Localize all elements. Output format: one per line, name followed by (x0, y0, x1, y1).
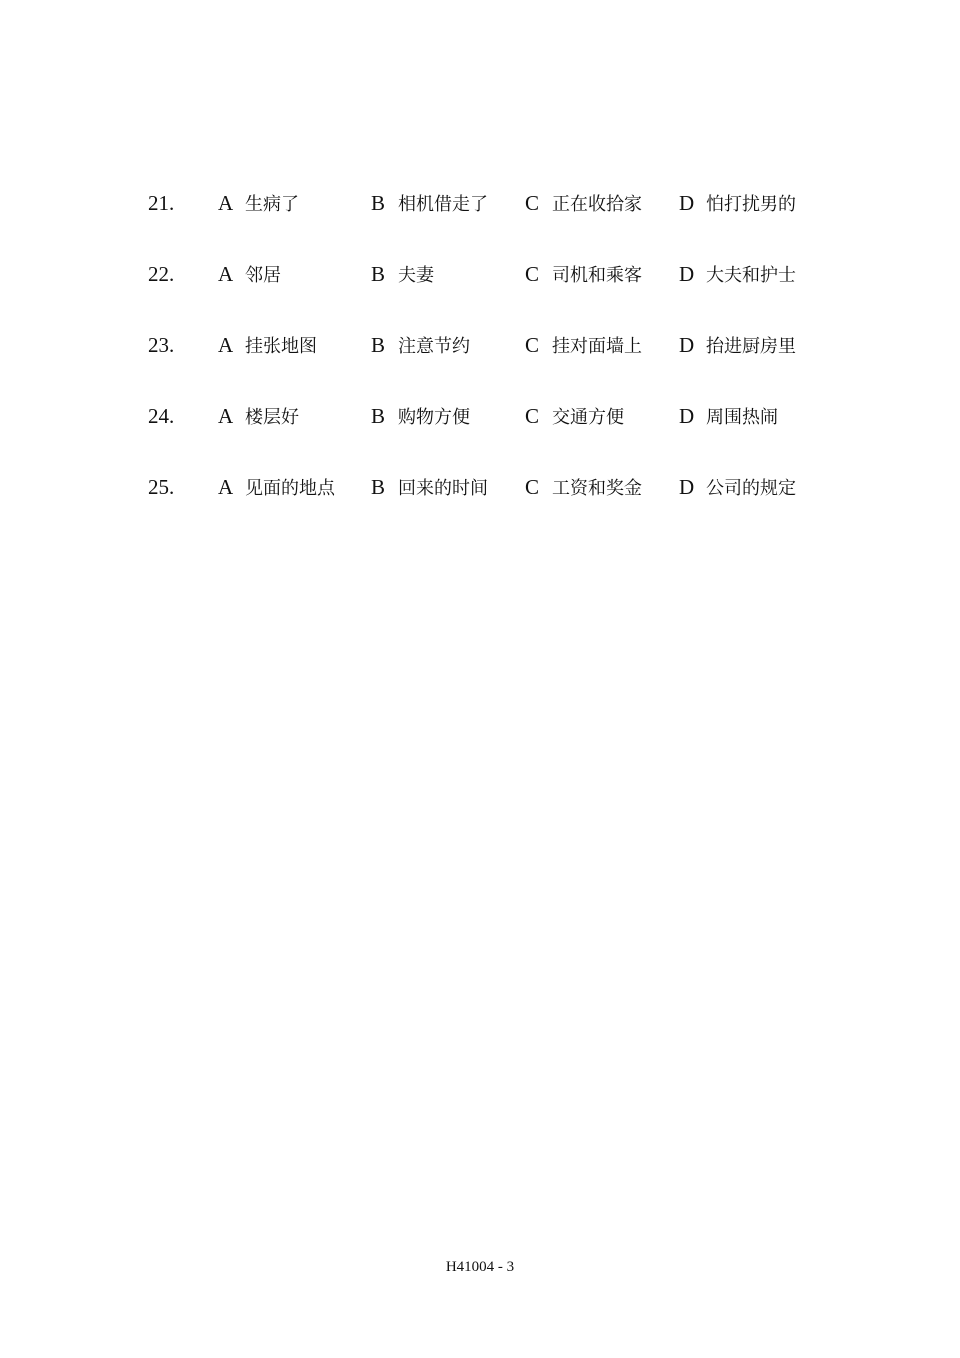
option-letter: A (218, 262, 234, 286)
option-letter: D (679, 404, 695, 428)
option-d (679, 257, 796, 293)
option-letter: B (371, 404, 386, 428)
option-letter: B (371, 191, 386, 215)
option-letter: D (679, 191, 695, 215)
option-text: 公司的规定 (706, 478, 796, 499)
option-c (525, 257, 642, 293)
question-row-25 (148, 470, 828, 541)
option-d (679, 186, 796, 222)
option-letter: A (218, 475, 234, 499)
question-number: 25. (148, 475, 175, 499)
option-b (371, 399, 470, 435)
option-a (218, 257, 281, 293)
option-a (218, 186, 299, 222)
option-c (525, 186, 642, 222)
option-letter: C (525, 262, 540, 286)
option-letter: B (371, 262, 386, 286)
question-number: 23. (148, 333, 175, 357)
option-text: 回来的时间 (398, 478, 488, 499)
option-letter: D (679, 262, 695, 286)
question-number: 22. (148, 262, 175, 286)
option-a (218, 470, 335, 506)
option-text: 正在收拾家 (552, 194, 642, 215)
option-text: 相机借走了 (398, 194, 488, 215)
option-a (218, 399, 299, 435)
option-d (679, 399, 778, 435)
option-text: 见面的地点 (245, 478, 335, 499)
option-letter: C (525, 191, 540, 215)
option-letter: C (525, 475, 540, 499)
option-c (525, 399, 624, 435)
question-list (148, 186, 828, 541)
option-letter: D (679, 333, 695, 357)
option-letter: C (525, 404, 540, 428)
option-letter: A (218, 333, 234, 357)
question-row-22 (148, 257, 828, 328)
option-c (525, 328, 642, 364)
option-letter: C (525, 333, 540, 357)
option-b (371, 257, 434, 293)
option-text: 司机和乘客 (552, 265, 642, 286)
option-text: 怕打扰男的 (706, 194, 796, 215)
option-c (525, 470, 642, 506)
page-number-label: H41004 - 3 (445, 1259, 515, 1275)
option-text: 抬进厨房里 (706, 336, 796, 357)
option-text: 交通方便 (552, 407, 624, 428)
option-text: 工资和奖金 (552, 478, 642, 499)
option-b (371, 328, 470, 364)
option-text: 挂张地图 (245, 336, 317, 357)
option-text: 生病了 (245, 194, 299, 215)
option-letter: A (218, 404, 234, 428)
question-row-21 (148, 186, 828, 257)
option-text: 夫妻 (398, 265, 434, 286)
option-letter: B (371, 475, 386, 499)
option-b (371, 186, 488, 222)
option-d (679, 328, 796, 364)
option-text: 邻居 (245, 265, 281, 286)
option-text: 挂对面墙上 (552, 336, 642, 357)
option-letter: B (371, 333, 386, 357)
option-text: 注意节约 (398, 336, 470, 357)
question-number: 21. (148, 191, 175, 215)
option-letter: A (218, 191, 234, 215)
option-text: 大夫和护士 (706, 265, 796, 286)
option-text: 周围热闹 (706, 407, 778, 428)
option-a (218, 328, 317, 364)
question-row-23 (148, 328, 828, 399)
option-b (371, 470, 488, 506)
page-footer (0, 1259, 960, 1276)
question-number: 24. (148, 404, 175, 428)
option-text: 购物方便 (398, 407, 470, 428)
option-text: 楼层好 (245, 407, 299, 428)
question-row-24 (148, 399, 828, 470)
option-letter: D (679, 475, 695, 499)
option-d (679, 470, 796, 506)
